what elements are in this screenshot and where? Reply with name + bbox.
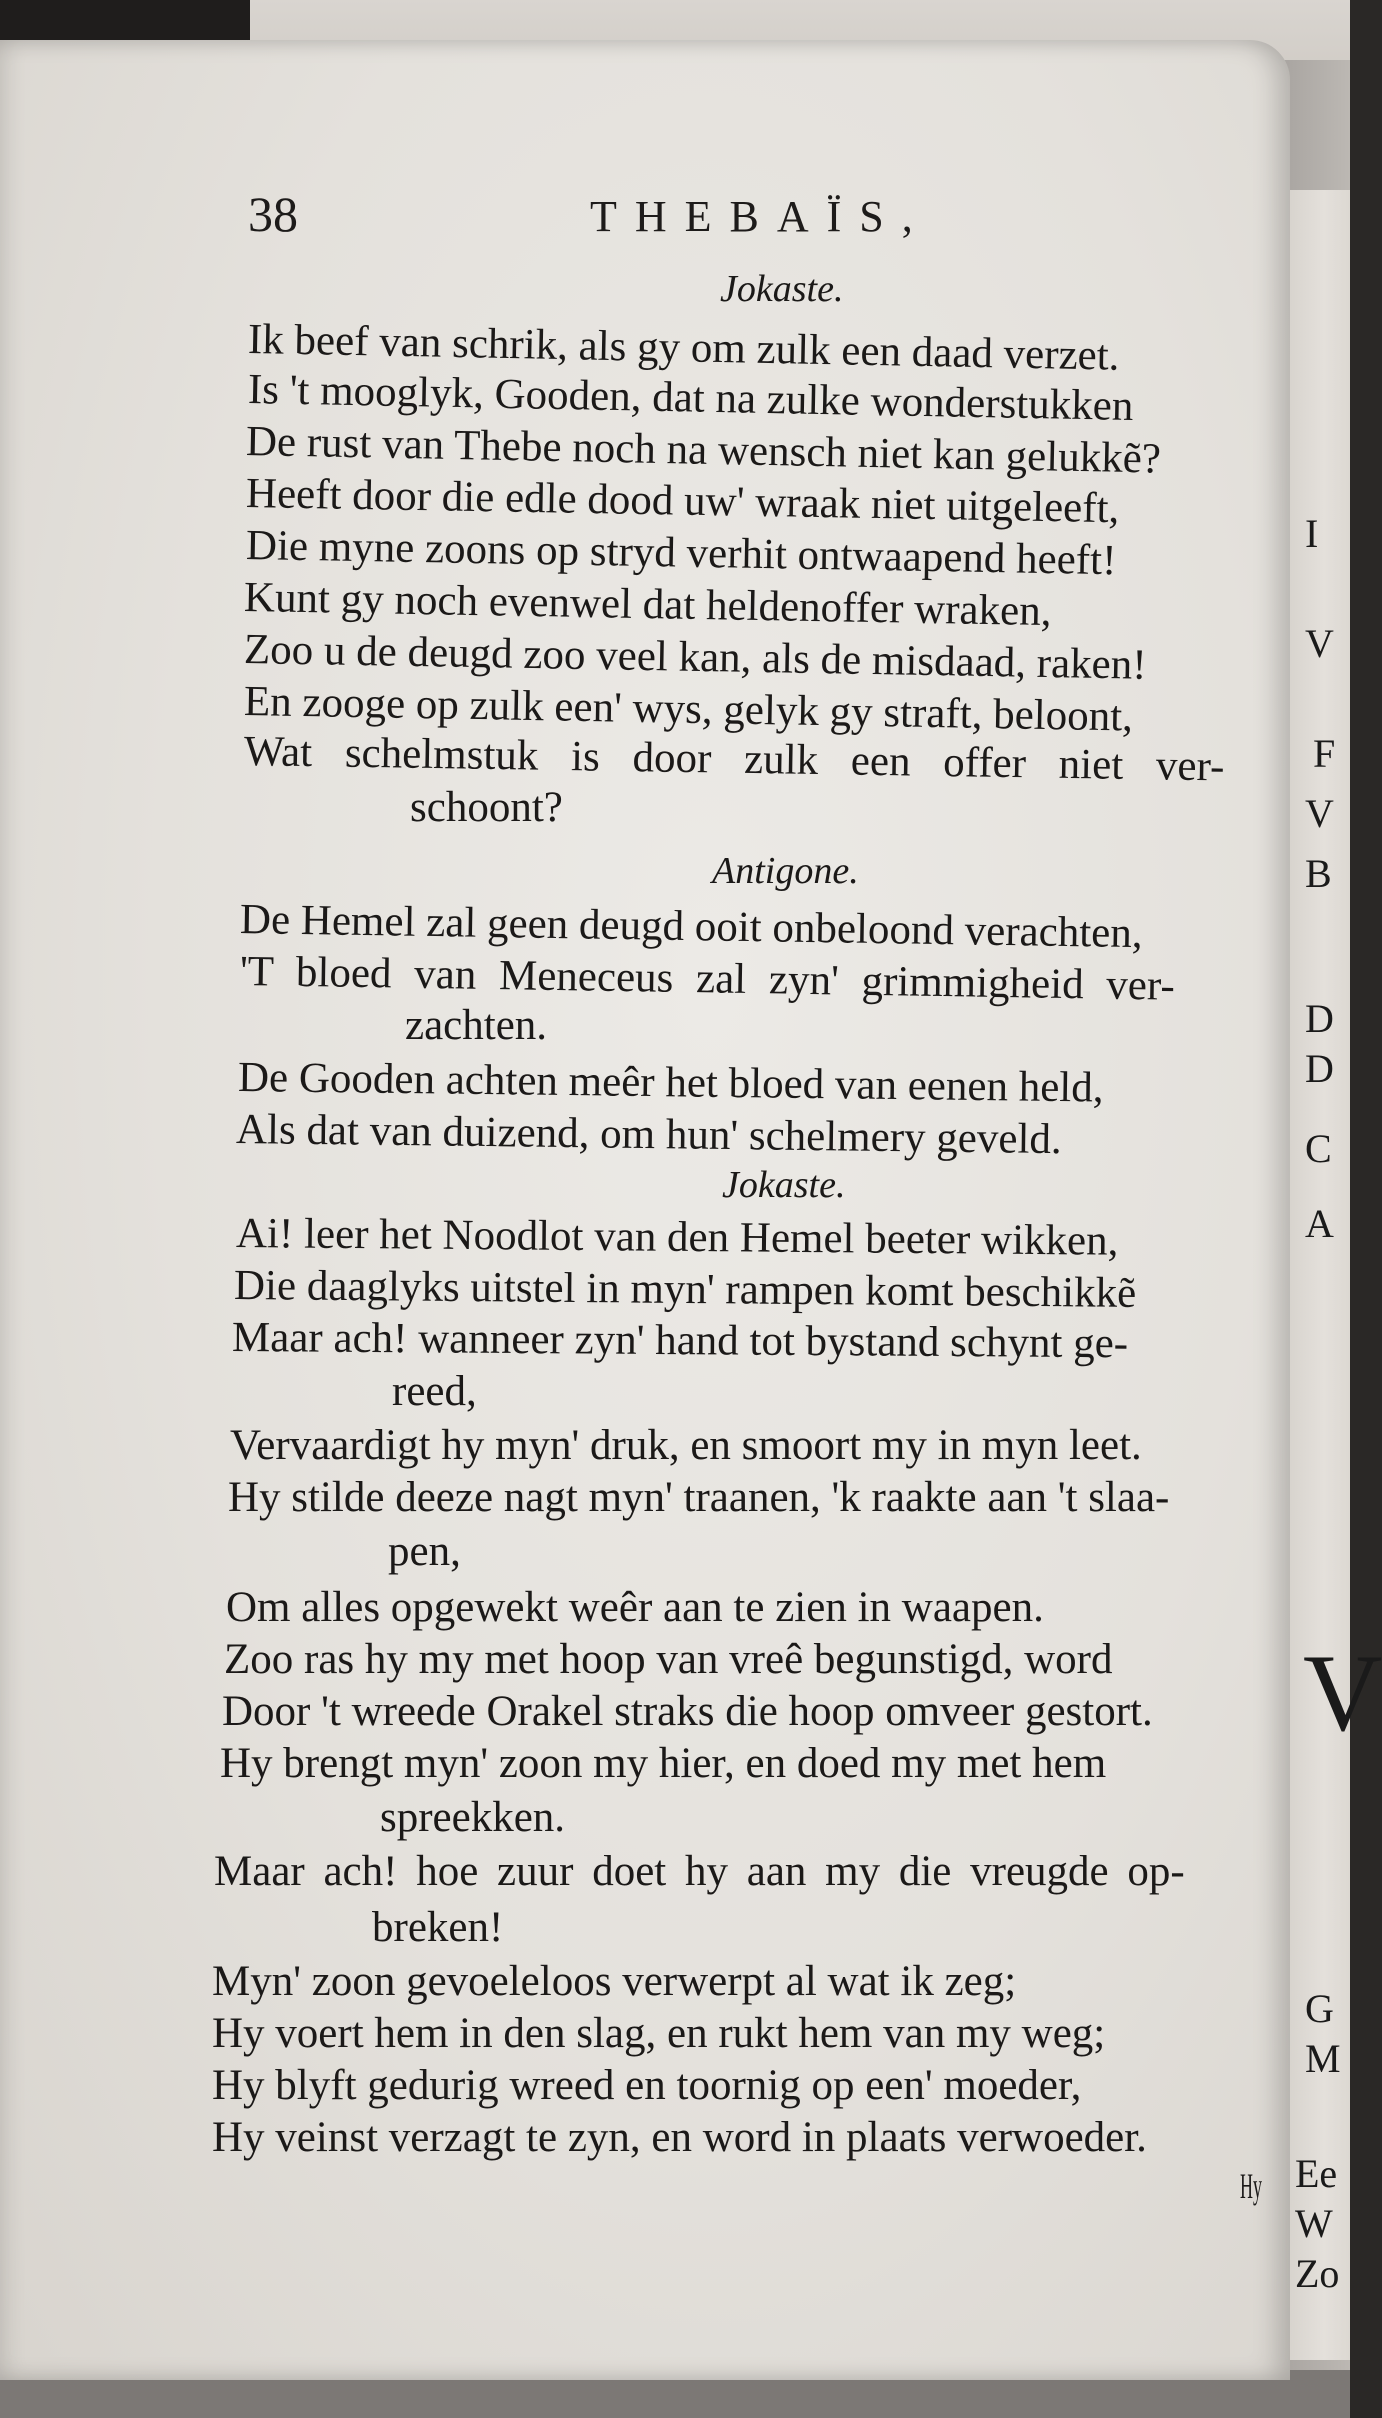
next-page-fragment: D	[1305, 996, 1334, 1041]
next-page-fragment: C	[1305, 1126, 1332, 1171]
verse-line-continuation: breken!	[372, 1904, 504, 1951]
verse-line: Hy veinst verzagt te zyn, en word in plaats verwoeder.	[212, 2114, 1147, 2161]
verse-line: 'T bloed van Meneceus zal zyn' grimmigheid ver-	[239, 948, 1176, 1010]
verse-line: Myn' zoon gevoeleloos verwerpt al wat ik zeg;	[212, 1958, 1017, 2005]
verse-line: Wat schelmstuk is door zulk een offer niet ver-	[243, 728, 1225, 791]
verse-line: De Gooden achten meêr het bloed van eenen held,	[237, 1054, 1104, 1112]
verse-line: Die myne zoons op stryd verhit ontwaapend heeft!	[245, 522, 1117, 585]
next-page-fragment: G	[1305, 1986, 1334, 2031]
next-page-fragment: V	[1305, 791, 1334, 836]
verse-line-continuation: pen,	[388, 1528, 461, 1575]
verse-line: Ai! leer het Noodlot van den Hemel beeter wikken,	[235, 1210, 1119, 1265]
verse-line: Maar ach! wanneer zyn' hand tot bystand schynt ge-	[231, 1314, 1129, 1368]
verse-line: En zooge op zulk een' wys, gelyk gy straft, beloont,	[243, 678, 1134, 741]
verse-line: Door 't wreede Orakel straks die hoop omveer gestort.	[222, 1688, 1153, 1735]
verse-line: Is 't mooglyk, Gooden, dat na zulke wonderstukken	[247, 366, 1134, 430]
verse-line: De Hemel zal geen deugd ooit onbeloond verachten,	[239, 896, 1143, 958]
verse-line: Vervaardigt hy myn' druk, en smoort my in myn leet.	[230, 1422, 1142, 1469]
verse-line-continuation: spreekken.	[380, 1794, 566, 1841]
verse-line: Die daaglyks uitstel in myn' rampen komt beschikkẽ	[233, 1262, 1137, 1317]
speaker-name: Antigone.	[712, 850, 859, 892]
verse-line: Hy stilde deeze nagt myn' traanen, 'k raakte aan 't slaa-	[228, 1474, 1170, 1521]
verse-line: Zoo ras hy my met hoop van vreê begunstigd, word	[224, 1636, 1113, 1683]
verse-line: Ik beef van schrik, als gy om zulk een daad verzet.	[247, 316, 1120, 380]
verse-line: Zoo u de deugd zoo veel kan, als de misdaad, raken!	[243, 626, 1147, 689]
verse-line: Hy brengt myn' zoon my hier, en doed my met hem	[220, 1740, 1107, 1787]
verse-line-continuation: zachten.	[405, 1002, 548, 1049]
next-page-fragment: B	[1305, 851, 1332, 896]
speaker-name: Jokaste.	[720, 268, 844, 310]
next-page-fragment: Zo	[1295, 2251, 1340, 2296]
catchword: Hy	[1240, 2166, 1262, 2206]
verse-line: De rust van Thebe noch na wensch niet kan gelukkẽ?	[245, 418, 1162, 483]
verse-line-continuation: schoont?	[410, 784, 563, 831]
running-title: THEBAÏS,	[590, 192, 931, 241]
verse-line: Maar ach! hoe zuur doet hy aan my die vreugde op-	[214, 1848, 1185, 1895]
next-page-fragment: V	[1303, 1632, 1382, 1754]
verse-line: Kunt gy noch evenwel dat heldenoffer wraken,	[243, 574, 1052, 636]
next-page-fragment: F	[1313, 731, 1336, 776]
next-page-fragment: V	[1305, 621, 1334, 666]
verse-line: Om alles opgewekt weêr aan te zien in waapen.	[226, 1584, 1044, 1631]
next-page-fragment: M	[1305, 2036, 1341, 2081]
verse-line: Als dat van duizend, om hun' schelmery geveld.	[235, 1106, 1062, 1164]
next-page-fragment: Ee	[1295, 2151, 1338, 2196]
speaker-name: Jokaste.	[722, 1164, 846, 1206]
next-page-fragment: A	[1305, 1201, 1334, 1246]
verse-line: Heeft door die edle dood uw' wraak niet uitgeleeft,	[245, 470, 1120, 533]
verse-line-continuation: reed,	[392, 1368, 477, 1415]
next-page-edge	[1285, 190, 1382, 2360]
verse-line: Hy blyft gedurig wreed en toornig op een' moeder,	[212, 2062, 1082, 2109]
verse-line: Hy voert hem in den slag, en rukt hem van my weg;	[212, 2010, 1106, 2057]
next-page-fragment: I	[1305, 511, 1319, 556]
next-page-fragment: D	[1305, 1046, 1334, 1091]
next-page-fragment: W	[1295, 2201, 1333, 2246]
page-number: 38	[248, 186, 298, 242]
